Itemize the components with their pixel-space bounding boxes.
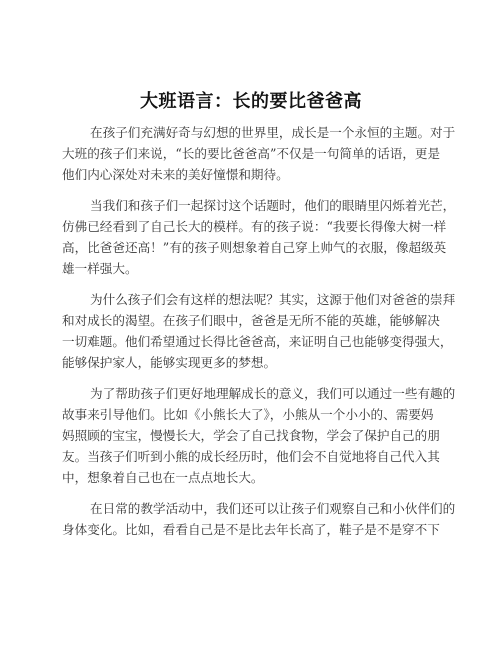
paragraph-line: 大班的孩子们来说，“长的要比爸爸高”不仅是一句简单的话语，更是 bbox=[62, 146, 441, 161]
paragraph-line: 中，想象着自己也在一点点地长大。 bbox=[62, 470, 264, 485]
paragraph-line: 故事来引导他们。比如《小熊长大了》，小熊从一个小小的、需要妈 bbox=[62, 407, 434, 422]
paragraph-line: 友。当孩子们听到小熊的成长经历时，他们会不自觉地将自己代入其 bbox=[62, 449, 440, 464]
paragraph-line: 他们内心深处对未来的美好憧憬和期待。 bbox=[62, 167, 289, 182]
paragraph-line: 仿佛已经看到了自己长大的模样。有的孩子说：“我要长得像大树一样 bbox=[62, 219, 447, 234]
paragraph-line: 为了帮助孩子们更好地理解成长的意义，我们可以通过一些有趣的 bbox=[90, 386, 456, 401]
paragraph-line: 在日常的教学活动中，我们还可以让孩子们观察自己和小伙伴们的 bbox=[90, 501, 456, 516]
document-title: 大班语言：长的要比爸爸高 bbox=[140, 91, 362, 112]
paragraph-line: 身体变化。比如，看看自己是不是比去年长高了，鞋子是不是穿不下 bbox=[62, 522, 440, 537]
paragraph-line: 能够保护家人，能够实现更多的梦想。 bbox=[62, 355, 277, 370]
paragraph-line: 和对成长的渴望。在孩子们眼中，爸爸是无所不能的英雄，能够解决 bbox=[62, 313, 440, 328]
paragraph-line: 在孩子们充满好奇与幻想的世界里，成长是一个永恒的主题。对于 bbox=[90, 125, 456, 140]
paragraph-line: 当我们和孩子们一起探讨这个话题时，他们的眼睛里闪烁着光芒， bbox=[90, 198, 456, 213]
paragraph-line: 雄一样强大。 bbox=[62, 261, 138, 276]
paragraph-line: 高，比爸爸还高！”有的孩子则想象着自己穿上帅气的衣服，像超级英 bbox=[62, 240, 447, 255]
paragraph-line: 为什么孩子们会有这样的想法呢？其实，这源于他们对爸爸的崇拜 bbox=[90, 292, 456, 307]
paragraph-line: 妈照顾的宝宝，慢慢长大，学会了自己找食物，学会了保护自己的朋 bbox=[62, 428, 440, 443]
paragraph-line: 一切难题。他们希望通过长得比爸爸高，来证明自己也能够变得强大， bbox=[62, 334, 453, 349]
